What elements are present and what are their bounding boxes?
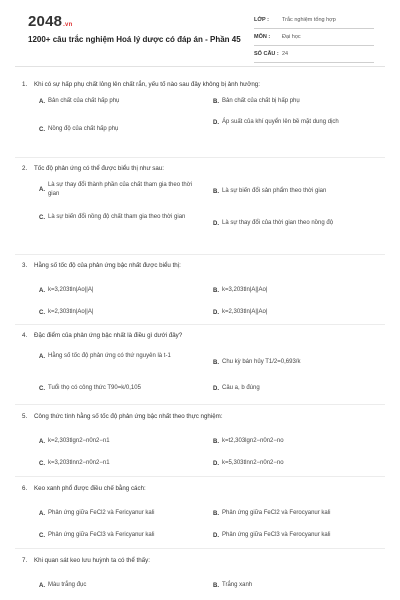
question-text: Khi quan sát keo lưu huỳnh ta có thể thấy: <box>34 557 150 564</box>
option-text: k=5,303tlnn2−n0n2−no <box>222 460 284 466</box>
option-a[interactable] <box>39 181 204 200</box>
meta-info <box>254 12 374 63</box>
option-text: Phản ứng giữa FeCl2 và Fericyanur kali <box>48 510 155 516</box>
question-text: Công thức tính hằng số tốc độ phản ứng bậc nhất theo thực nghiệm: <box>34 413 223 420</box>
option-text: Phản ứng giữa FeCl3 và Ferocyanur kali <box>222 532 331 538</box>
option-text: Hằng số tốc độ phản ứng có thứ nguyên là t-1 <box>48 353 171 359</box>
option-a[interactable] <box>39 97 199 106</box>
header-divider <box>15 66 385 67</box>
option-d[interactable] <box>213 308 388 317</box>
option-letter: D. <box>213 309 219 316</box>
option-letter: A. <box>39 582 45 589</box>
option-text: Phản ứng giữa FeCl2 và Ferocyanur kali <box>222 510 331 516</box>
question-number: 2. <box>22 165 28 172</box>
option-b[interactable] <box>213 187 388 196</box>
option-text: k=3,203tlnn2−n0n2−n1 <box>48 460 110 466</box>
question-4 <box>22 332 382 398</box>
option-text: Bản chất của chất bị hấp phụ <box>222 98 300 104</box>
question-2 <box>22 165 382 251</box>
option-letter: B. <box>213 510 219 517</box>
option-letter: B. <box>213 188 219 195</box>
option-letter: C. <box>39 126 45 133</box>
option-letter: A. <box>39 510 45 517</box>
option-a[interactable] <box>39 352 199 361</box>
meta-key: LỚP : <box>254 17 269 23</box>
option-letter: B. <box>213 287 219 294</box>
option-letter: B. <box>213 438 219 445</box>
option-b[interactable] <box>213 358 388 367</box>
option-text: Nồng độ của chất hấp phụ <box>48 126 119 132</box>
question-number: 4. <box>22 332 28 339</box>
option-text: Chu kỳ bán hủy T1/2=0,693/k <box>222 359 301 365</box>
option-d[interactable] <box>213 384 388 393</box>
question-6 <box>22 485 382 543</box>
option-letter: D. <box>213 119 219 126</box>
option-text: k=t2,303lgn2−n0n2−no <box>222 438 284 444</box>
option-a[interactable] <box>39 509 209 518</box>
question-divider <box>15 157 385 158</box>
question-divider <box>15 324 385 325</box>
option-letter: B. <box>213 98 219 105</box>
option-letter: D. <box>213 532 219 539</box>
option-c[interactable] <box>39 384 204 393</box>
option-d[interactable] <box>213 118 383 127</box>
option-c[interactable] <box>39 125 199 134</box>
meta-value: Trắc nghiệm tổng hợp <box>282 17 336 23</box>
question-number: 3. <box>22 262 28 269</box>
option-text: Phản ứng giữa FeCl3 và Fericyanur kali <box>48 532 155 538</box>
site-logo[interactable] <box>28 13 72 30</box>
option-letter: C. <box>39 309 45 316</box>
option-c[interactable] <box>39 531 209 540</box>
question-7 <box>22 557 382 595</box>
page-header <box>0 0 400 66</box>
option-b[interactable] <box>213 286 388 295</box>
meta-row-count <box>254 46 374 63</box>
option-c[interactable] <box>39 213 204 222</box>
question-3 <box>22 262 382 318</box>
option-letter: A. <box>39 353 45 360</box>
option-letter: C. <box>39 214 45 221</box>
option-letter: A. <box>39 98 45 105</box>
option-text: k=3,203tln|A||Ao| <box>222 287 268 293</box>
meta-row-subject <box>254 29 374 46</box>
option-d[interactable] <box>213 531 388 540</box>
option-letter: B. <box>213 582 219 589</box>
option-c[interactable] <box>39 308 204 317</box>
meta-key: SỐ CÂU : <box>254 51 279 57</box>
option-letter: A. <box>39 287 45 294</box>
question-divider <box>15 476 385 477</box>
question-text: Keo xanh phổ được điều chế bằng cách: <box>34 485 146 492</box>
option-text: k=2,303tln|A||Ao| <box>222 309 268 315</box>
logo-text: 2048 <box>28 13 63 30</box>
option-text: Áp suất của khí quyển lên bề mặt dung dịch <box>222 119 339 125</box>
option-b[interactable] <box>213 509 388 518</box>
meta-value: 24 <box>282 51 289 57</box>
option-letter: D. <box>213 460 219 467</box>
question-text: Tốc độ phản ứng có thể được biểu thị như sau: <box>34 165 165 172</box>
question-number: 5. <box>22 413 28 420</box>
meta-key: MÔN : <box>254 34 271 40</box>
option-text: Màu trắng đục <box>48 582 87 588</box>
option-letter: C. <box>39 460 45 467</box>
option-text: Câu a, b đúng <box>222 385 260 391</box>
option-a[interactable] <box>39 581 204 590</box>
option-a[interactable] <box>39 437 204 446</box>
option-letter: D. <box>213 385 219 392</box>
option-text: Là sự biến đổi sản phẩm theo thời gian <box>222 188 327 194</box>
question-divider <box>15 404 385 405</box>
question-text: Khi có sự hấp phụ chất lỏng lên chất rắn, yếu tố nào sau đây không bị ảnh hưởng: <box>34 81 260 88</box>
meta-row-class <box>254 12 374 29</box>
option-b[interactable] <box>213 581 388 590</box>
meta-value: Đại học <box>282 34 301 40</box>
option-letter: A. <box>39 438 45 445</box>
option-letter: C. <box>39 385 45 392</box>
option-text: Bản chất của chất hấp phụ <box>48 98 120 104</box>
logo-suffix: .vn <box>63 22 73 28</box>
option-b[interactable] <box>213 97 383 106</box>
option-text: Là sự biến đổi nồng độ chất tham gia theo thời gian <box>48 214 186 220</box>
option-d[interactable] <box>213 459 388 468</box>
option-letter: B. <box>213 359 219 366</box>
question-text: Hằng số tốc độ của phản ứng bậc nhất được biểu thị: <box>34 262 181 269</box>
option-text: k=3,203tln|Ao||A| <box>48 287 94 293</box>
question-number: 7. <box>22 557 28 564</box>
question-1 <box>22 81 382 145</box>
option-text: Là sự thay đổi thành phần của chất tham gia theo thời gian <box>47 182 192 198</box>
question-divider <box>15 254 385 255</box>
question-number: 6. <box>22 485 28 492</box>
option-text: Là sự thay đổi của thời gian theo nồng độ <box>222 220 334 226</box>
page-title: 1200+ câu trắc nghiệm Hoá lý dược có đáp án - Phần 45 <box>28 35 241 44</box>
option-letter: D. <box>213 220 219 227</box>
option-d[interactable] <box>213 219 388 228</box>
option-text: Trắng xanh <box>222 582 253 588</box>
option-letter: A. <box>39 187 45 194</box>
option-text: k=2,303tlgn2−n0n2−n1 <box>48 438 110 444</box>
question-number: 1. <box>22 81 28 88</box>
option-text: Tuổi thọ có công thức T90=k/0,105 <box>48 385 141 391</box>
question-divider <box>15 548 385 549</box>
question-5 <box>22 413 382 471</box>
option-b[interactable] <box>213 437 388 446</box>
option-letter: C. <box>39 532 45 539</box>
option-c[interactable] <box>39 459 204 468</box>
option-text: k=2,303tln|Ao||A| <box>48 309 94 315</box>
question-text: Đặc điểm của phản ứng bậc nhất là điều gì dưới đây? <box>34 332 183 339</box>
option-a[interactable] <box>39 286 204 295</box>
